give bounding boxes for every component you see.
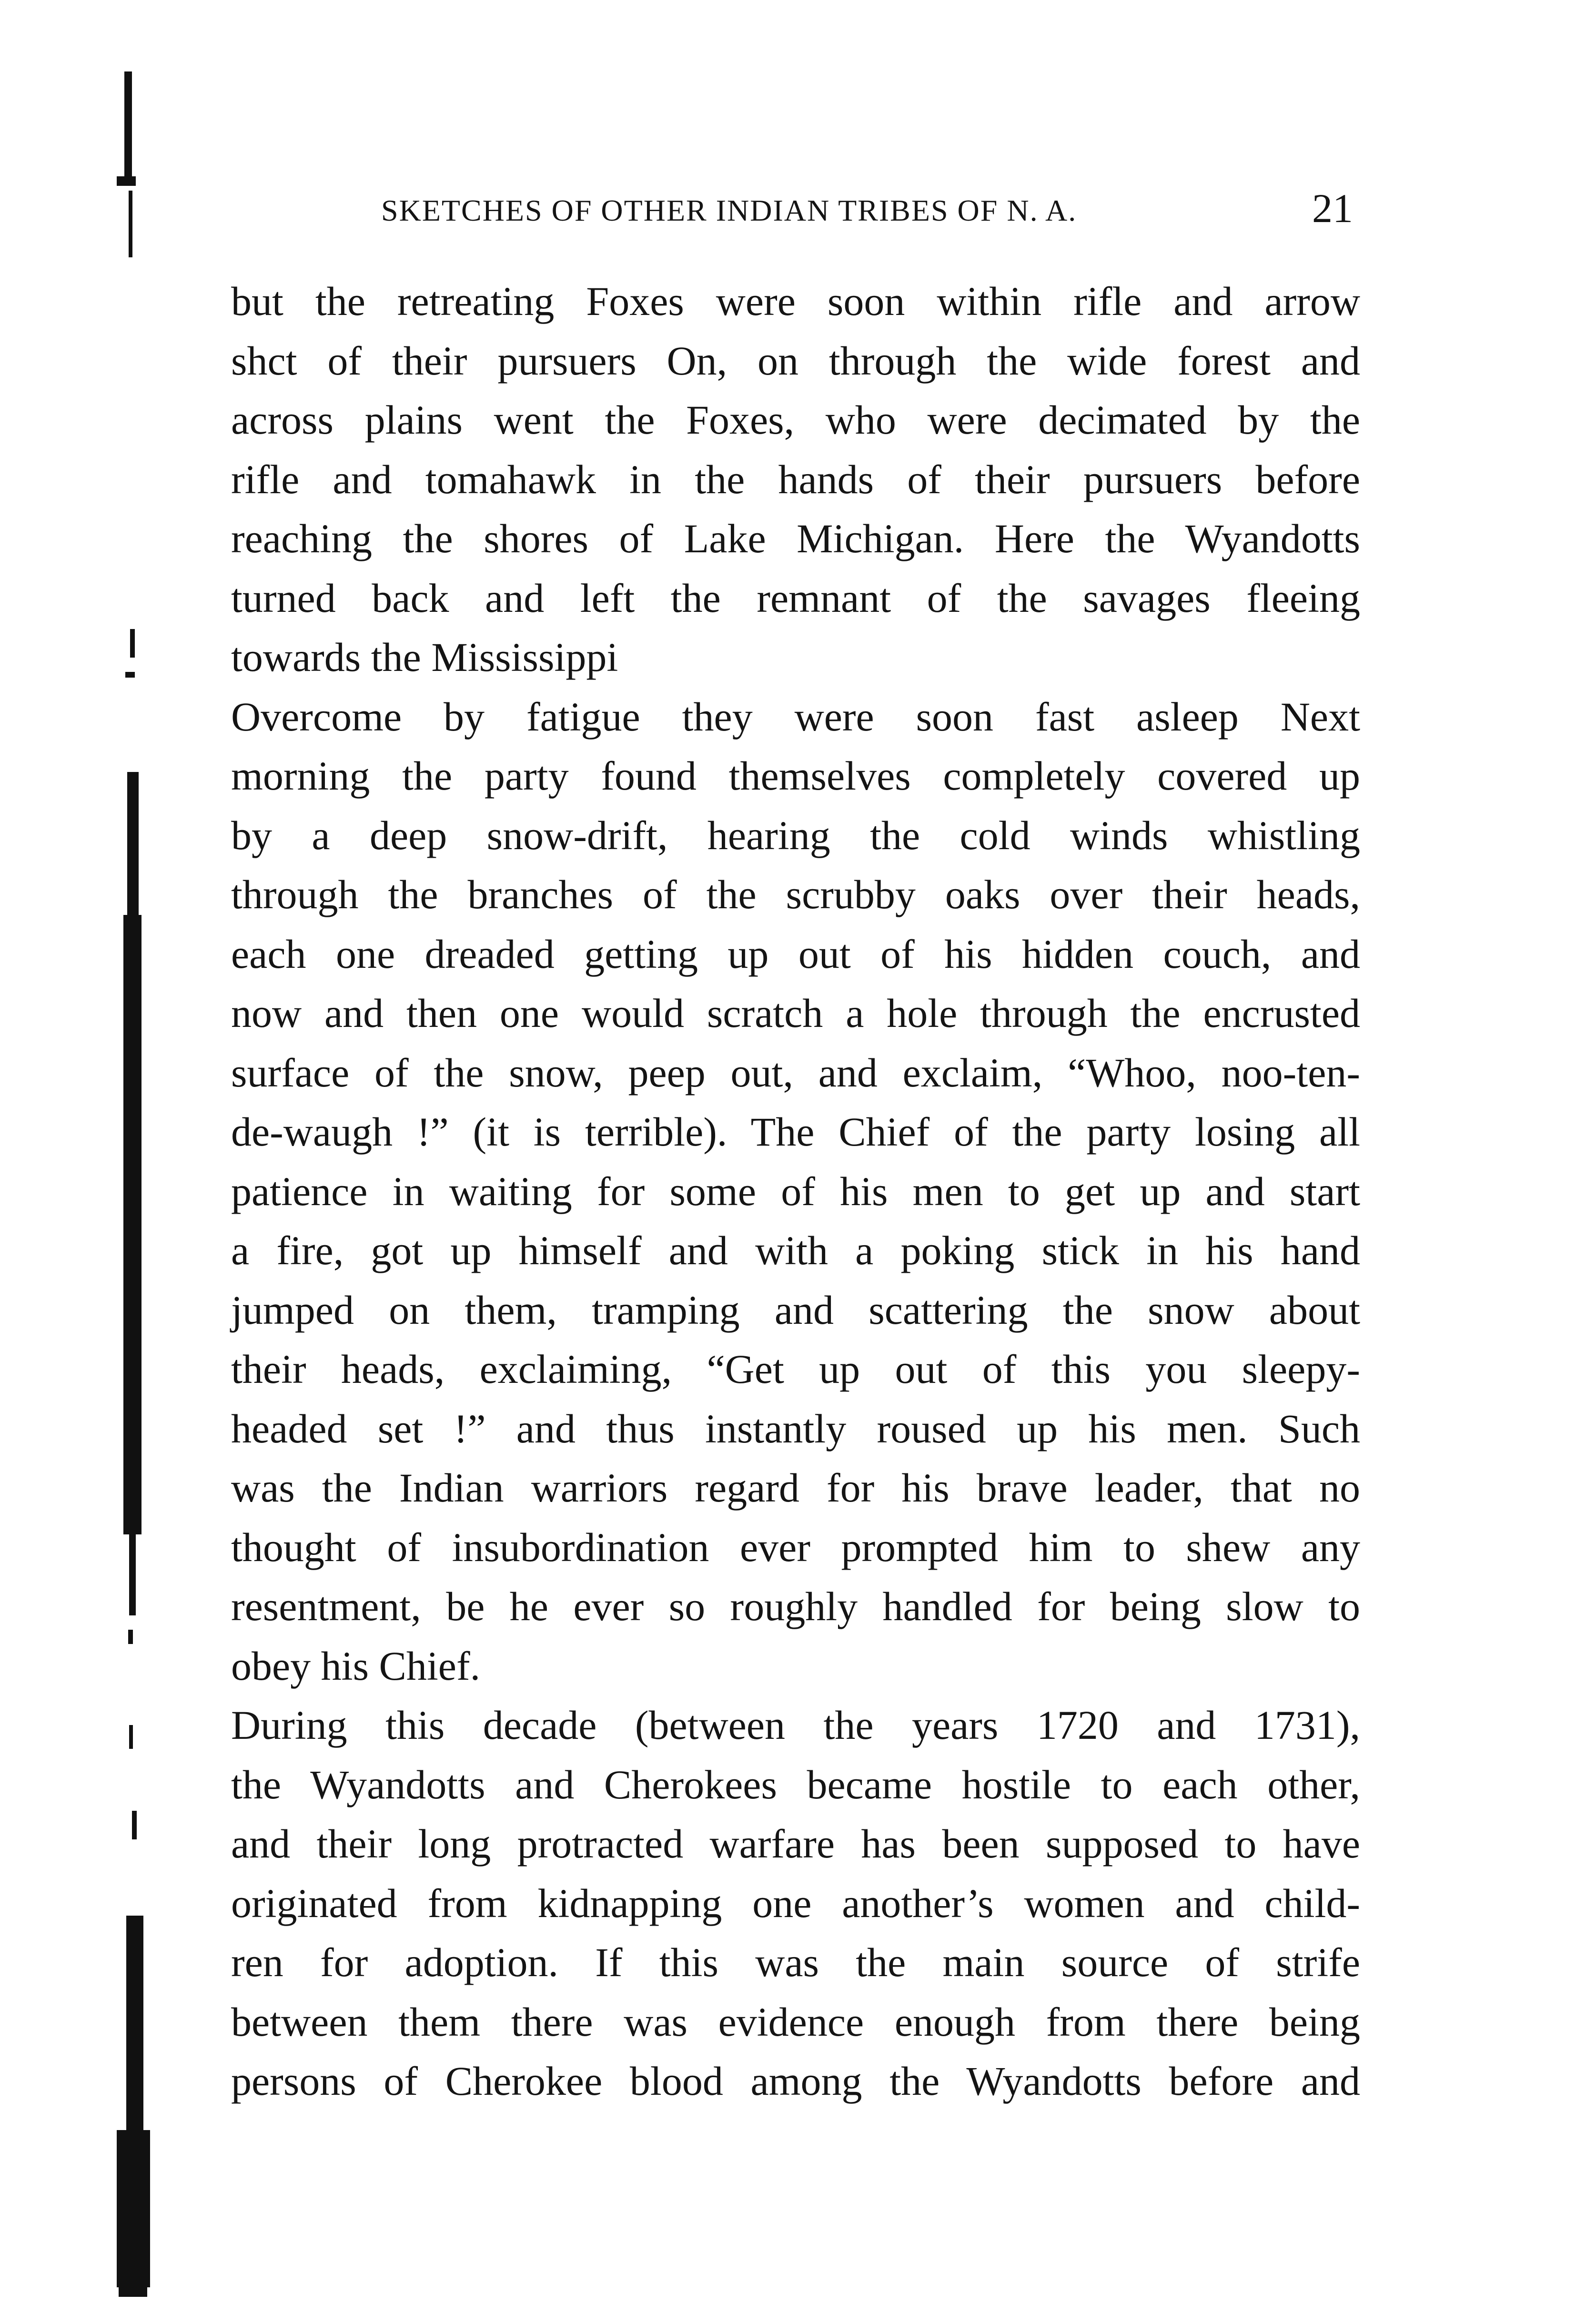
text-line: shct of their pursuers On, on through the wide forest and [231, 337, 1360, 384]
body-text [231, 272, 1360, 2111]
text-line: but the retreating Foxes were soon within rifle and arrow [231, 278, 1360, 324]
text-line: persons of Cherokee blood among the Wyandotts before and [231, 2058, 1360, 2104]
text-line: reaching the shores of Lake Michigan. Here the Wyandotts [231, 516, 1360, 561]
text-line: surface of the snow, peep out, and exclaim, “Whoo, noo-ten- [231, 1049, 1360, 1096]
page-number: 21 [1312, 185, 1353, 231]
text-line: each one dreaded getting up out of his hidden couch, and [231, 931, 1360, 977]
text-line: resentment, be he ever so roughly handled for being slow to [231, 1583, 1360, 1629]
text-line: towards the Mississippi [231, 634, 618, 680]
running-head: SKETCHES OF OTHER INDIAN TRIBES OF N. A. [381, 193, 1077, 227]
text-line: jumped on them, tramping and scattering the snow about [231, 1287, 1360, 1333]
text-line: de-waugh !” (it is terrible). The Chief of the party losing all [231, 1109, 1360, 1155]
page-header [381, 185, 1372, 241]
paragraph-start-line: During this decade (between the years 1720 and 1731), [231, 1702, 1360, 1748]
text-line: the Wyandotts and Cherokees became hostile to each other, [231, 1761, 1360, 1807]
text-line: between them there was evidence enough from there being [231, 1999, 1360, 2045]
paragraph-start-line: Overcome by fatigue they were soon fast asleep Next [231, 693, 1360, 740]
text-line: across plains went the Foxes, who were decimated by the [231, 397, 1360, 443]
text-line: obey his Chief. [231, 1643, 481, 1689]
binding-edge-artifact [83, 57, 174, 2297]
text-line: turned back and left the remnant of the savages fleeing [231, 575, 1360, 621]
text-line: their heads, exclaiming, “Get up out of this you sleepy- [231, 1346, 1360, 1392]
text-line: morning the party found themselves completely covered up [231, 753, 1360, 799]
text-line: headed set !” and thus instantly roused up his men. Such [231, 1405, 1360, 1451]
text-line: by a deep snow-drift, hearing the cold winds whistling [231, 812, 1360, 858]
text-line: now and then one would scratch a hole through the encrusted [231, 990, 1360, 1036]
text-line: was the Indian warriors regard for his brave leader, that no [231, 1465, 1360, 1511]
text-line: patience in waiting for some of his men to get up and start [231, 1168, 1360, 1214]
text-line: and their long protracted warfare has been supposed to have [231, 1821, 1360, 1867]
text-line: ren for adoption. If this was the main source of strife [231, 1939, 1360, 1985]
text-line: thought of insubordination ever prompted him to shew any [231, 1524, 1360, 1570]
text-line: through the branches of the scrubby oaks over their heads, [231, 872, 1360, 917]
text-line: originated from kidnapping one another’s women and child- [231, 1880, 1360, 1926]
text-line: a fire, got up himself and with a poking stick in his hand [231, 1228, 1360, 1273]
text-line: rifle and tomahawk in the hands of their pursuers before [231, 456, 1360, 502]
